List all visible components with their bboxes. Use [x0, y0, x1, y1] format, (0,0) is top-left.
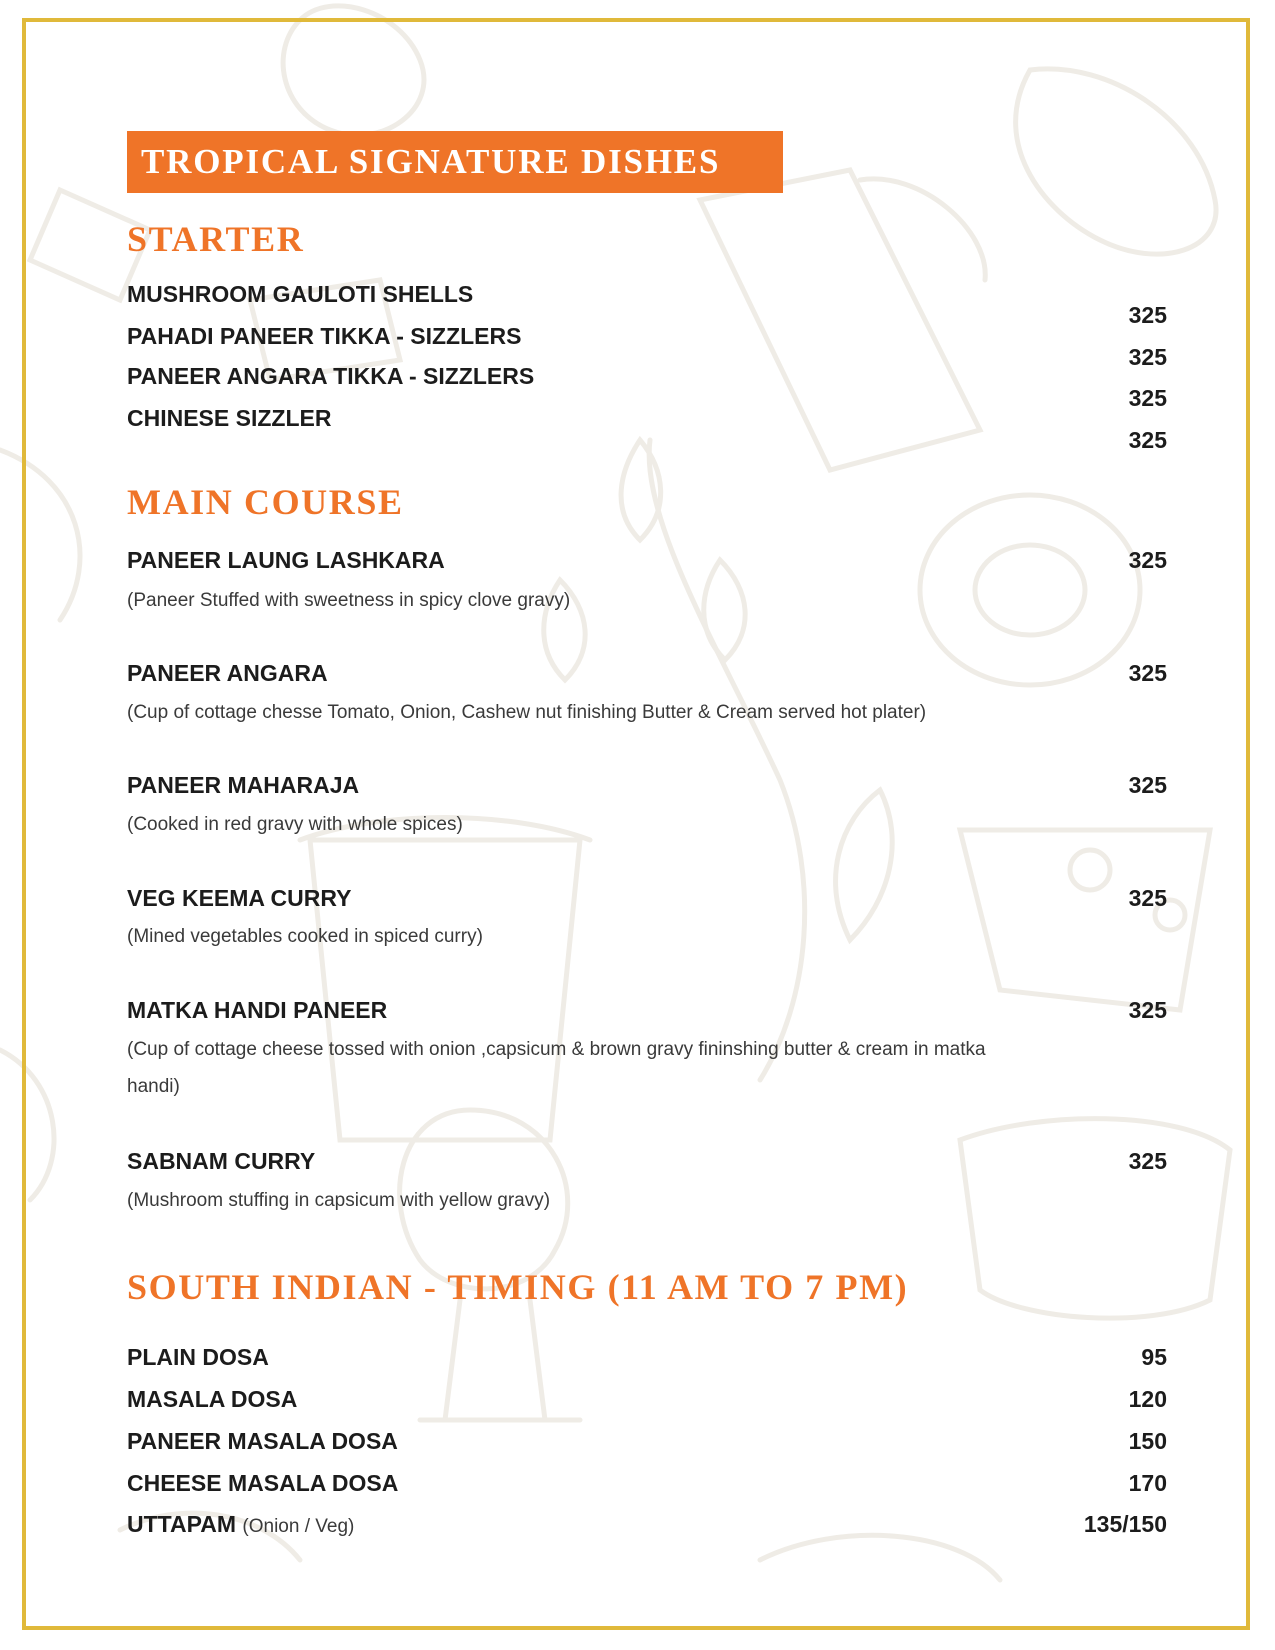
menu-item-price: 170 — [1128, 1470, 1167, 1496]
menu-item-name: PANEER MAHARAJA — [127, 772, 360, 798]
menu-item-name: PLAIN DOSA — [127, 1344, 269, 1370]
menu-item-description: (Paneer Stuffed with sweetness in spicy clove gravy) — [127, 590, 571, 611]
menu-item-price: 325 — [1128, 1148, 1167, 1174]
menu-item-name: PANEER LAUNG LASHKARA — [127, 547, 445, 573]
menu-item-price: 325 — [1128, 772, 1167, 798]
menu-item-price: 95 — [1141, 1344, 1167, 1370]
section-title-starter: STARTER — [127, 219, 305, 259]
menu-item-price: 325 — [1128, 997, 1167, 1023]
section-title-south-indian: SOUTH INDIAN - TIMING (11 AM TO 7 PM) — [127, 1267, 909, 1307]
menu-banner: TROPICAL SIGNATURE DISHES — [127, 131, 783, 193]
menu-item-description: (Mushroom stuffing in capsicum with yellow gravy) — [127, 1190, 551, 1211]
menu-item-price: 135/150 — [1083, 1511, 1167, 1537]
menu-item-price: 150 — [1128, 1428, 1167, 1454]
menu-item-name: PANEER MASALA DOSA — [127, 1428, 398, 1454]
menu-item-name: PANEER ANGARA TIKKA - SIZZLERS — [127, 363, 535, 389]
menu-item-price: 325 — [1128, 302, 1167, 328]
menu-item-name: MASALA DOSA — [127, 1386, 298, 1412]
menu-item-description: (Cup of cottage chesse Tomato, Onion, Cashew nut finishing Butter & Cream served hot plater) — [127, 702, 927, 723]
menu-item-name: CHEESE MASALA DOSA — [127, 1470, 399, 1496]
menu-item-price: 325 — [1128, 547, 1167, 573]
section-title-main-course: MAIN COURSE — [127, 482, 404, 522]
menu-item-name: VEG KEEMA CURRY — [127, 885, 352, 911]
menu-item-note: (Onion / Veg) — [242, 1516, 355, 1537]
menu-item-price: 325 — [1128, 427, 1167, 453]
menu-item-price: 120 — [1128, 1386, 1167, 1412]
menu-item-price: 325 — [1128, 885, 1167, 911]
menu-item-price: 325 — [1128, 344, 1167, 370]
menu-item-name: CHINESE SIZZLER — [127, 405, 332, 431]
menu-item-description: (Cooked in red gravy with whole spices) — [127, 814, 463, 835]
menu-item-name: MUSHROOM GAULOTI SHELLS — [127, 281, 474, 307]
menu-item-name: MATKA HANDI PANEER — [127, 997, 388, 1023]
menu-item-description: (Mined vegetables cooked in spiced curry) — [127, 926, 483, 947]
menu-item-name: UTTAPAM — [127, 1511, 237, 1537]
menu-item-name: PANEER ANGARA — [127, 660, 328, 686]
menu-item-price: 325 — [1128, 385, 1167, 411]
menu-item-name: SABNAM CURRY — [127, 1148, 316, 1174]
menu-item-name: PAHADI PANEER TIKKA - SIZZLERS — [127, 323, 522, 349]
menu-page — [127, 0, 1167, 1650]
menu-item-name-uttapam — [127, 1510, 354, 1541]
menu-item-description: (Cup of cottage cheese tossed with onion ,capsicum & brown gravy fininshing butter & cream in matka handi) — [127, 1039, 986, 1097]
menu-item-price: 325 — [1128, 660, 1167, 686]
